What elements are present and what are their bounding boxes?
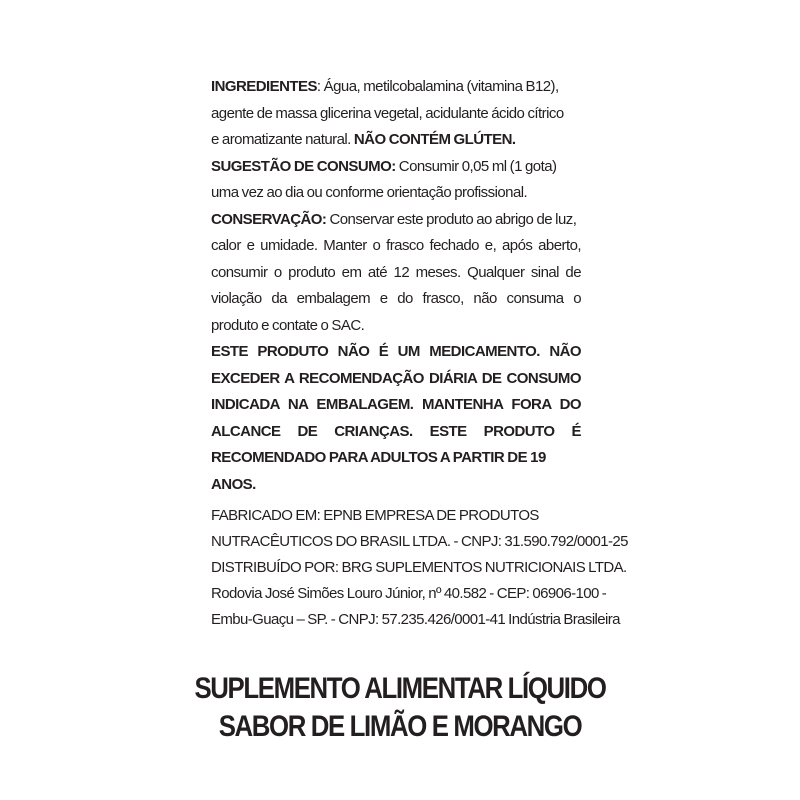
- conservation-label: CONSERVAÇÃO:: [211, 210, 327, 228]
- warning-text-4: ALCANCE DE CRIANÇAS. ESTE PRODUTO É: [211, 422, 581, 440]
- warning-text-1: ESTE PRODUTO NÃO É UM MEDICAMENTO. NÃO: [211, 343, 581, 360]
- warning-line-5: [211, 445, 581, 498]
- ingredients-text-3: e aromatizante natural.: [211, 131, 354, 148]
- ingredients-text-1: : Água, metilcobalamina (vitamina B12),: [316, 78, 559, 95]
- product-name-heading: [185, 670, 615, 746]
- manufacturer-line-3: DISTRIBUÍDO POR: BRG SUPLEMENTOS NUTRICIONAIS LTDA.: [211, 559, 627, 576]
- suggestion-line-2: uma vez ao dia ou conforme orientação profissional.: [211, 184, 528, 201]
- manufacturer-block: [211, 503, 628, 633]
- warning-line-1: [211, 339, 581, 366]
- warning-line-2: [211, 366, 581, 393]
- warning-text-5: RECOMENDADO PARA ADULTOS A PARTIR DE 19 ANOS.: [211, 449, 546, 493]
- conservation-line-4: violação da embalagem e do frasco, não consuma o: [211, 290, 581, 307]
- ingredients-label: INGREDIENTES: [211, 78, 317, 95]
- suggestion-text-1: Consumir 0,05 ml (1 gota): [395, 157, 557, 175]
- suggestion-line-1: [211, 154, 581, 181]
- warning-text-3: INDICADA NA EMBALAGEM. MANTENHA FORA DO: [211, 396, 581, 413]
- conservation-line-3: consumir o produto em até 12 meses. Qualquer sinal de: [211, 263, 581, 281]
- conservation-line-2: calor e umidade. Manter o frasco fechado e, após aberto,: [211, 237, 581, 254]
- manufacturer-line-5: Embu-Guaçu – SP. - CNPJ: 57.235.426/0001-41 Indústria Brasileira: [211, 611, 620, 628]
- product-name-line-1: SUPLEMENTO ALIMENTAR LÍQUIDO: [194, 672, 606, 705]
- ingredients-line-3: [211, 127, 581, 154]
- conservation-line-5: produto e contate o SAC.: [211, 316, 365, 334]
- product-name-line-2: SABOR DE LIMÃO E MORANGO: [218, 710, 582, 743]
- warning-line-4: [211, 419, 581, 446]
- manufacturer-line-2: NUTRACÊUTICOS DO BRASIL LTDA. - CNPJ: 31.590.792/0001-25: [211, 533, 628, 550]
- manufacturer-line-4: Rodovia José Simões Louro Júnior, nº 40.582 - CEP: 06906-100 -: [211, 585, 607, 602]
- warning-text-2: EXCEDER A RECOMENDAÇÃO DIÁRIA DE CONSUMO: [211, 369, 581, 387]
- label-text-block: [211, 74, 581, 498]
- warning-line-3: [211, 392, 581, 419]
- conservation-text-1: Conservar este produto ao abrigo de luz,: [326, 210, 577, 228]
- conservation-line-1: [211, 207, 581, 234]
- ingredients-line-2: agente de massa glicerina vegetal, acidulante ácido cítrico: [211, 104, 564, 122]
- suggestion-label: SUGESTÃO DE CONSUMO:: [211, 157, 396, 175]
- ingredients-line-1: [211, 74, 581, 101]
- manufacturer-line-1: FABRICADO EM: EPNB EMPRESA DE PRODUTOS: [211, 507, 539, 524]
- gluten-free-notice: NÃO CONTÉM GLÚTEN.: [353, 131, 516, 148]
